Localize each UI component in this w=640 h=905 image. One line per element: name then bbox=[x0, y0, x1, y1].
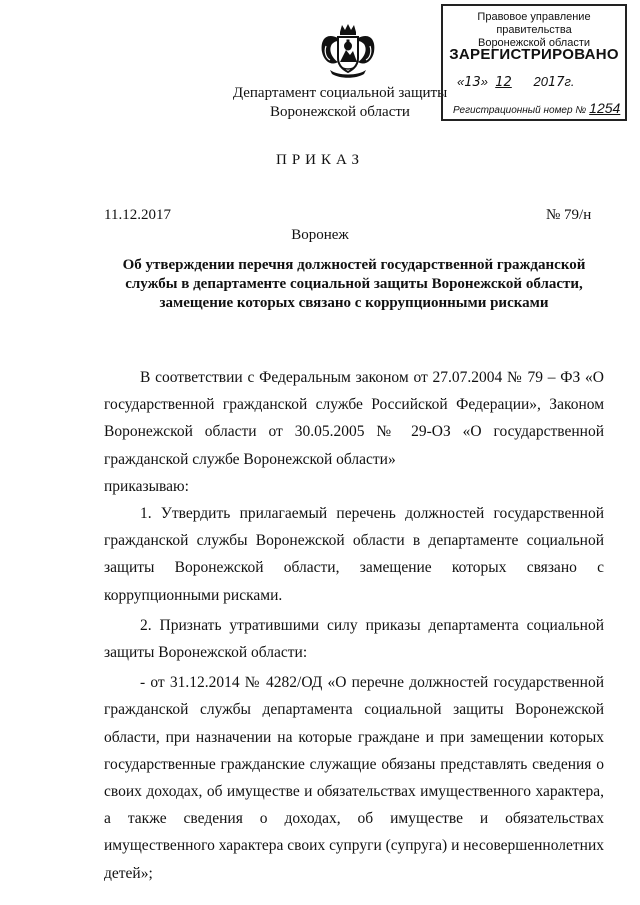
document-city: Воронеж bbox=[291, 227, 349, 243]
stamp-line-2: Воронежской области bbox=[477, 37, 590, 49]
stamp-authority bbox=[443, 11, 625, 50]
department-line-1: Департамент социальной защиты bbox=[232, 85, 448, 101]
body-paragraph-order: приказываю: bbox=[104, 477, 189, 495]
department-name bbox=[230, 84, 450, 122]
body-paragraph-item-2: 2. Признать утратившими силу приказы департамента социальной защиты Воронежской области: bbox=[104, 616, 604, 662]
stamp-reg-number-value: 1254 bbox=[589, 100, 621, 116]
document-date: 11.12.2017 bbox=[104, 207, 171, 223]
body-paragraph-preamble: В соответствии с Федеральным законом от 27.07.2004 № 79 – ФЗ «О государственной гражданской службе Российской Федерации», Законом Воронежской области от 30.05.2005 № 29-ОЗ «О государственной гражданской службе Воронежской области» bbox=[104, 369, 604, 468]
stamp-year-suffix: г. bbox=[564, 74, 575, 89]
body-paragraph-subitem: - от 31.12.2014 № 4282/ОД «О перечне должностей государственной гражданской службы департамента социальной защиты Воронежской области, при назначении на которые граждане и при замещении которых государственные гражданские служащие обязаны представлять сведения о своих доходах, об имуществе и обязательствах имущественного характера, а также сведения о доходах, об имуществе и обязательствах имущественного характера своих супруги (супруга) и несовершеннолетних детей»; bbox=[104, 674, 604, 882]
stamp-year: 17 bbox=[547, 75, 565, 90]
document-heading: ПРИКАЗ bbox=[276, 152, 364, 168]
document-number: № 79/н bbox=[546, 207, 592, 223]
document-body bbox=[104, 364, 604, 887]
body-paragraph-item-1: 1. Утвердить прилагаемый перечень должностей государственной гражданской службы Воронежской области в департаменте социальной защиты Воронежской области, замещение которых связано с коррупционными рисками. bbox=[104, 505, 604, 604]
stamp-year-prefix: 20 bbox=[533, 74, 548, 89]
registration-stamp bbox=[441, 4, 627, 121]
stamp-date: «13» 12 2017г. bbox=[457, 74, 575, 90]
stamp-reg-number-label: Регистрационный номер № bbox=[453, 105, 587, 116]
department-line-2: Воронежской области bbox=[270, 104, 410, 120]
stamp-registered-label: ЗАРЕГИСТРИРОВАНО bbox=[449, 46, 619, 63]
stamp-reg-number bbox=[453, 100, 620, 116]
voronezh-coat-of-arms-icon bbox=[316, 22, 380, 80]
stamp-month: 12 bbox=[495, 75, 512, 90]
stamp-day: 13 bbox=[464, 75, 481, 90]
document-title: Об утверждении перечня должностей государственной гражданской службы в департаменте социальной защиты Воронежской области, замещение которых связано с коррупционными рисками bbox=[122, 257, 586, 311]
stamp-line-1: Правовое управление правительства bbox=[477, 11, 591, 36]
